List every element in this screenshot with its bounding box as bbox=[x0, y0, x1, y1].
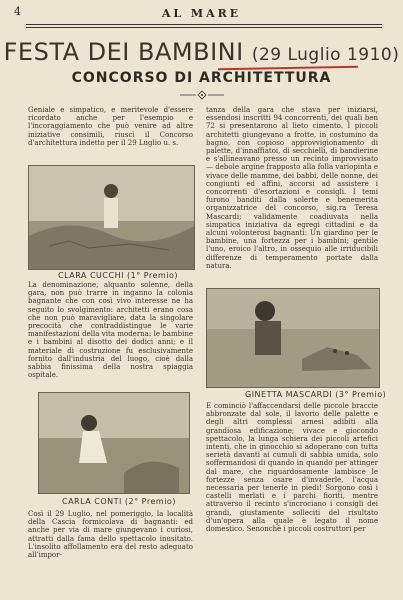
caption-first: CLARA CUCCHI (1° Premio) bbox=[58, 271, 178, 280]
ornament-divider bbox=[178, 90, 226, 100]
running-header bbox=[0, 5, 403, 23]
header-rule-top bbox=[26, 24, 382, 25]
title-main: FESTA DEI BAMBINI bbox=[3, 38, 244, 66]
photo-ginetta-mascardi bbox=[206, 288, 380, 388]
header-rule-bottom bbox=[26, 27, 382, 28]
text-left-intro: Geniale e simpatico, e meritevole d'essere ricordato anche per l'esempio e l'incoraggiamento che può venire ad altre iniziative consimili, riuscì il Concorso d'architettura indetto per il 29 Luglio u. s. bbox=[28, 106, 193, 147]
text-right-top: tanza della gara che stava per iniziarsi, essendosi inscritti 94 concorrenti, dei quali ben 72 si presentarono al lieto cimento. I piccoli architetti giungevano a frotte, in costumino da bagno, con copioso approvvigionamento di palette, d'innaffiatoi, di secchielli, di bandierine e s'allineavano presso un recinto improvvisato — debole argine frapposto alla folla variopinta e vivace delle mamme, dei babbi, delle nonne, dei congiunti ed affini, accorsi ad assistere i concorrenti d'esortazioni e consigli. I temi furono banditi dalla solerte e benemerita organizzatrice del concorso, sig.ra Teresa Mascardi; validamente coadiuvata nella simpatica iniziativa da egregi cittadini e da alcuni volonterosi bagnanti: Un giardino per le bambine, una fortezza per i bambini; gentile l'uno, eroico l'altro, in ossequio alle irriducibili differenze di temperamento portate dalla natura. bbox=[206, 106, 378, 270]
text-left-bottom: Così il 29 Luglio, nel pomeriggio, la località della Cascia formicolava di bagnanti: ed anche per via di mare giungevano i curiosi, attratti dalla fama dello spettacolo inusitato. L'insolito affollamento era del resto adeguato all'impor- bbox=[28, 510, 193, 560]
article-title bbox=[0, 38, 403, 66]
photo-carla-conti bbox=[38, 392, 190, 494]
article-subtitle: CONCORSO DI ARCHITETTURA bbox=[71, 70, 332, 86]
text-left-middle: La denominazione, alquanto solenne, della gara, non può trarre in inganno la colonia bagnante che con così vivo interesse ne ha seguito lo svolgimento: architetti erano cosa che non può maravigliare, data la singolare precocità che contraddistingue le varie manifestazioni della vita moderna: le bambine e i bambini al disotto dei dodici anni; e il materiale di costruzione fu esclusivamente fornito dall'industria del luogo, cioè dalla sabbia finissima della nostra spiaggia ospitale. bbox=[28, 281, 193, 380]
text-right-bottom: E cominciò l'affaccendarsi delle piccole braccie abbronzate dal sole, il lavorio delle palette e degli altri complessi arnesi adibiti alla grandiosa edificazione; vivace e giocondo spettacolo, la lunga schiera dei piccoli artefici intenti, che in ginocchio si adoperano con tutta serietà davanti ai cumuli di sabbia umida, solo soffermandosi di quando in quando per attinger dal mare, che riguardosamente lambisce le fortezze senza osare d'invaderle, l'acqua necessaria per tenerle in piedi! Sorgono così i castelli merlati e i parchi fioriti, mentre attraverso il recinto s'incrociano i consigli dei grandi, giustamente solleciti del risultato d'un'opera alla quale è legato il nome domestico. Senonchè i piccoli costruttori per bbox=[206, 402, 378, 534]
caption-second: GINETTA MASCARDI (3° Premio) bbox=[245, 390, 387, 399]
journal-name: AL MARE bbox=[161, 7, 242, 20]
photo-clara-cucchi bbox=[28, 165, 195, 270]
page-number: 4 bbox=[14, 5, 21, 18]
title-date: (29 Luglio 1910) bbox=[251, 45, 400, 65]
caption-third: CARLA CONTI (2° Premio) bbox=[62, 497, 176, 506]
